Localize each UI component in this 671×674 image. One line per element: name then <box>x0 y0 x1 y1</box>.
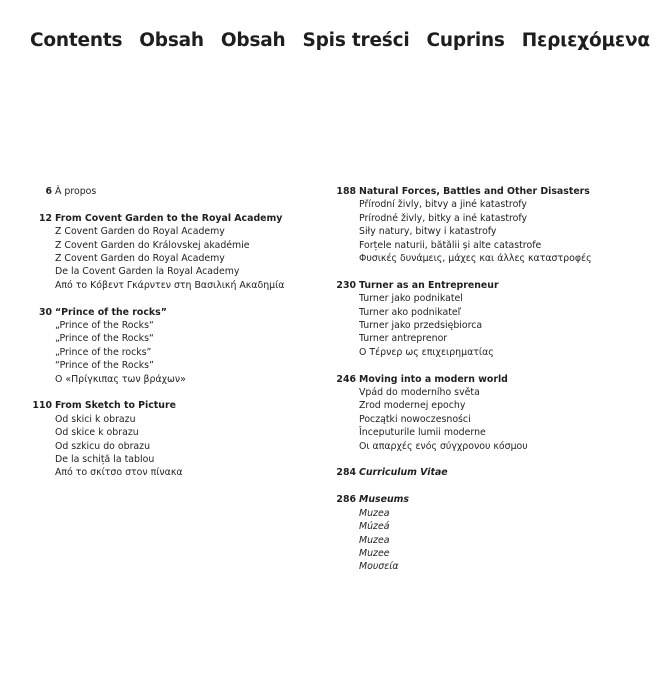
chapter-heading: Curriculum Vitae <box>359 467 448 479</box>
translated-title: De la Covent Garden la Royal Academy <box>55 266 240 278</box>
chapter-heading: Museums <box>359 494 409 506</box>
chapter-heading: From Covent Garden to the Royal Academy <box>55 212 283 224</box>
translated-title: Μουσεία <box>359 561 399 573</box>
toc-entry-text <box>359 493 409 573</box>
translated-title: „Prince of the rocks” <box>55 346 152 358</box>
toc-entry-text <box>359 279 499 359</box>
contents-title-row <box>30 30 650 51</box>
page-number: 6 <box>45 186 52 197</box>
toc-entry <box>30 399 320 479</box>
translated-title: Turner antreprenor <box>359 333 448 345</box>
toc-entry-text <box>55 399 183 479</box>
translated-title: Z Covent Garden do Královskej akadémie <box>55 239 250 251</box>
page-number: 30 <box>38 306 52 318</box>
translated-title: Φυσικές δυνάμεις, μάχες και άλλες καταστροφές <box>359 253 592 265</box>
title-greek: Περιεχόμενα <box>521 30 650 51</box>
title-polish: Spis treści <box>302 30 410 51</box>
toc-entry <box>334 373 654 453</box>
page-number: 286 <box>336 494 356 506</box>
translated-title: Prírodné živly, bitky a iné katastrofy <box>359 212 528 224</box>
page-number: 230 <box>336 279 356 291</box>
translated-title: Z Covent Garden do Royal Academy <box>55 253 225 265</box>
translated-title: Muzea <box>359 507 390 519</box>
toc-entry <box>334 279 654 359</box>
page-number: 12 <box>38 212 52 224</box>
translated-title: “Prince of the Rocks” <box>55 360 154 372</box>
translated-title: Múzeá <box>359 521 390 533</box>
toc-entry <box>334 466 654 479</box>
translated-title: Από το σκίτσο στον πίνακα <box>55 467 183 479</box>
toc-entry-text <box>55 306 186 386</box>
translated-title: Z Covent Garden do Royal Academy <box>55 226 225 238</box>
title-czech: Obsah <box>139 30 204 51</box>
title-slovak: Obsah <box>220 30 286 51</box>
toc-entry-text <box>359 373 528 453</box>
toc-entry-text <box>359 185 592 265</box>
translated-title: De la schiță la tablou <box>55 454 155 466</box>
translated-title: Muzee <box>359 547 390 559</box>
toc-entry <box>30 306 320 386</box>
translated-title: Zrod modernej epochy <box>359 400 466 412</box>
translated-title: Forțele naturii, bătălii și alte catastrofe <box>359 239 542 251</box>
toc-entry-text <box>359 466 448 479</box>
chapter-heading: À propos <box>55 186 97 197</box>
title-english: Contents <box>30 30 123 51</box>
toc-entry-text <box>55 185 96 198</box>
chapter-heading: Turner as an Entrepreneur <box>359 279 499 291</box>
translated-title: Ο Τέρνερ ως επιχειρηματίας <box>359 346 494 358</box>
page-number: 188 <box>336 186 356 197</box>
toc-left-column <box>30 185 320 493</box>
translated-title: Ο «Πρίγκιπας των βράχων» <box>55 373 186 385</box>
page-number: 246 <box>336 373 356 385</box>
translated-title: Od szkicu do obrazu <box>55 440 151 452</box>
chapter-heading: “Prince of the rocks” <box>55 306 167 318</box>
toc-entry <box>30 185 320 198</box>
toc-right-column <box>334 185 654 587</box>
chapter-heading: Natural Forces, Battles and Other Disasters <box>359 186 590 197</box>
translated-title: Od skici k obrazu <box>55 413 136 425</box>
chapter-heading: From Sketch to Picture <box>55 400 176 412</box>
translated-title: Turner jako przedsiębiorca <box>359 320 483 332</box>
toc-entry <box>334 493 654 573</box>
page-number: 284 <box>336 467 356 479</box>
translated-title: Turner jako podnikatel <box>359 293 463 305</box>
translated-title: Siły natury, bitwy i katastrofy <box>359 226 497 238</box>
title-romanian: Cuprins <box>426 30 505 51</box>
toc-entry <box>334 185 654 265</box>
translated-title: Vpád do moderního světa <box>359 387 480 399</box>
translated-title: Muzea <box>359 534 390 546</box>
translated-title: „Prince of the Rocks“ <box>55 320 154 332</box>
translated-title: Οι απαρχές ενός σύγχρονου κόσμου <box>359 440 528 452</box>
translated-title: Începuturile lumii moderne <box>359 427 486 439</box>
translated-title: Από το Κόβεντ Γκάρντεν στη Βασιλική Ακαδημία <box>55 279 285 291</box>
translated-title: Turner ako podnikateľ <box>359 306 462 318</box>
translated-title: „Prince of the Rocks“ <box>55 333 154 345</box>
translated-title: Początki nowoczesności <box>359 413 471 425</box>
translated-title: Přírodní živly, bitvy a jiné katastrofy <box>359 199 527 211</box>
toc-entry-text <box>55 212 285 292</box>
toc-entry <box>30 212 320 292</box>
translated-title: Od skice k obrazu <box>55 427 139 439</box>
page-number: 110 <box>32 400 52 412</box>
chapter-heading: Moving into a modern world <box>359 373 508 385</box>
